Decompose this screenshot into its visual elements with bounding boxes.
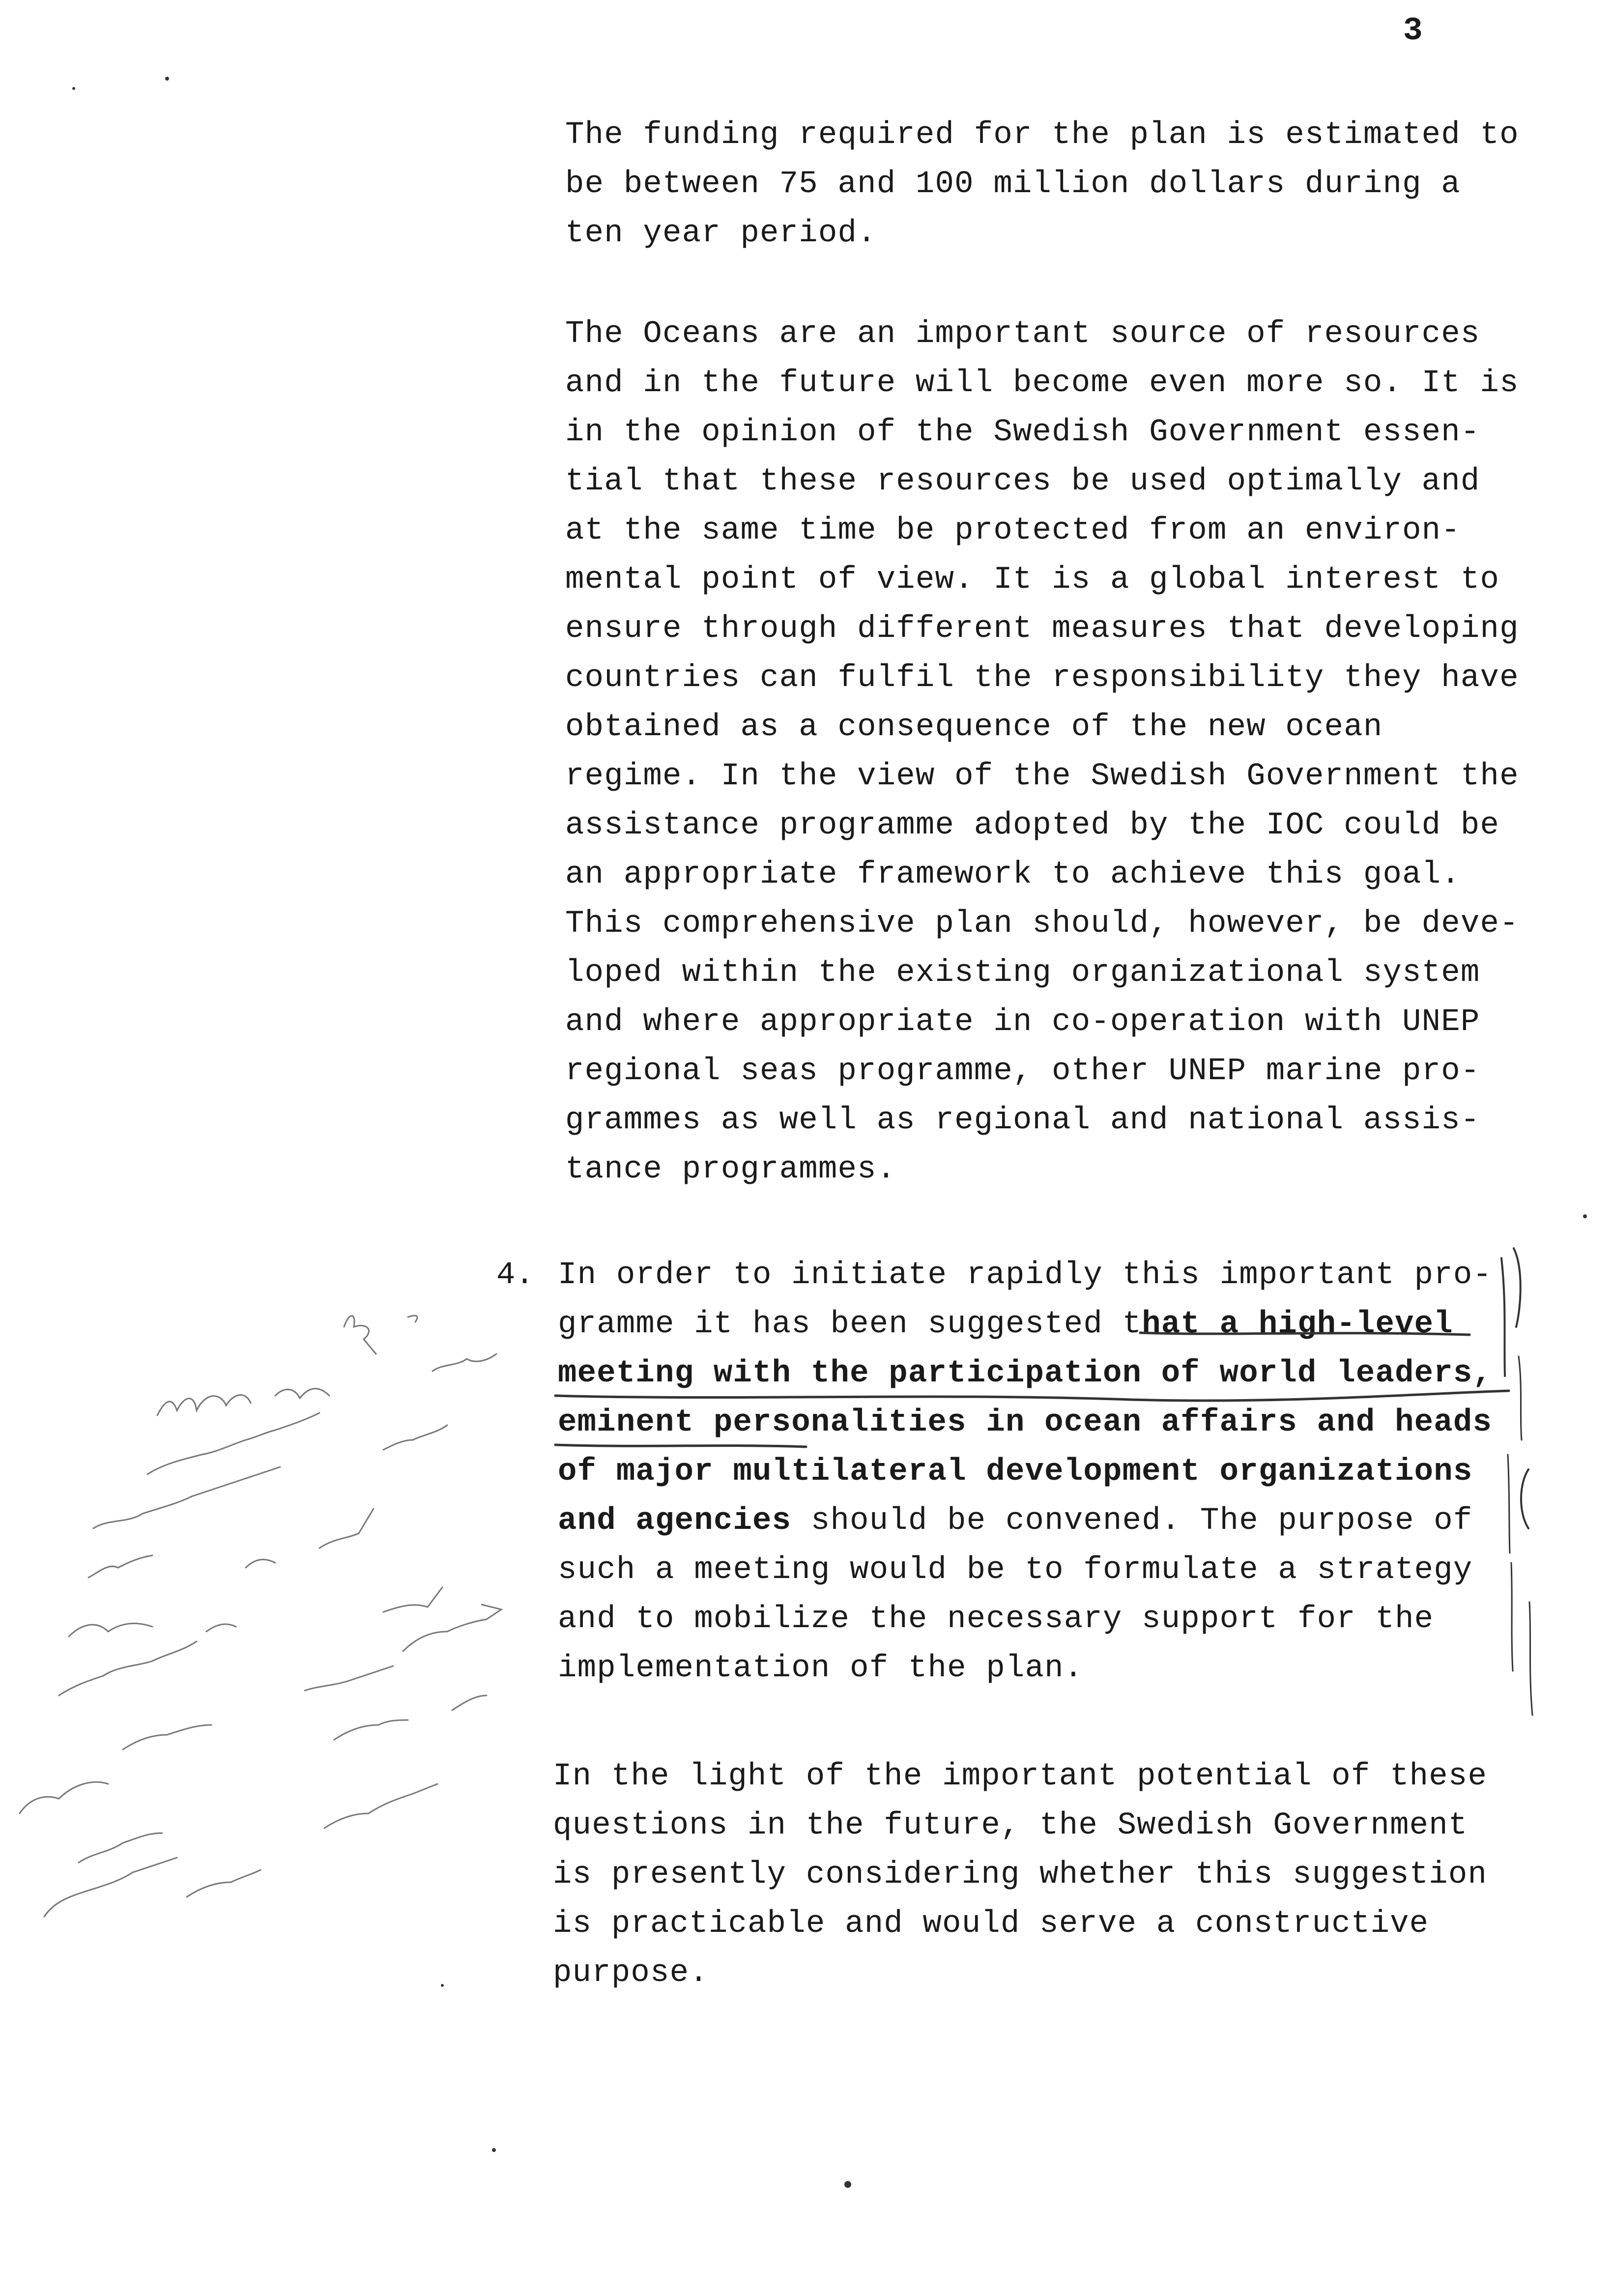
text-line: is practicable and would serve a constructive [553,1906,1429,1942]
text-line: The Oceans are an important source of resources [565,316,1480,352]
margin-bracket [1519,1356,1522,1440]
bold-text-line: meeting with the participation of world leaders, [558,1356,1493,1391]
text-line: in the opinion of the Swedish Government essen- [565,415,1480,450]
text-line: regional seas programme, other UNEP marine pro- [565,1054,1480,1089]
text-line: The funding required for the plan is estimated to [565,117,1519,153]
bold-text-run: and agencies [558,1503,792,1539]
paragraph-oceans [565,310,1519,1194]
paragraph-funding [565,111,1519,258]
margin-bracket [1521,1469,1528,1528]
text-line: such a meeting would be to formulate a strategy [558,1552,1473,1588]
text-line: and to mobilize the necessary support for the [558,1602,1434,1637]
text-line: mental point of view. It is a global interest to [565,562,1500,598]
text-run: should be convened. The purpose of [791,1503,1473,1539]
text-line: and where appropriate in co-operation with UNEP [565,1004,1480,1040]
text-line: assistance programme adopted by the IOC could be [565,808,1500,843]
paragraph-light [553,1752,1487,1998]
text-line: purpose. [553,1955,709,1991]
bold-text-line: of major multilateral development organizations [558,1454,1473,1490]
text-line [558,1398,1492,1447]
margin-bracket [1508,1455,1510,1553]
text-line: tial that these resources be used optimally and [565,464,1480,499]
text-line: In the light of the important potential of these [553,1759,1488,1794]
text-line: ten year period. [565,216,877,251]
paragraph-item-4 [558,1251,1492,1693]
text-run: gramme it has been suggested t [558,1307,1142,1342]
item-number: 4. [496,1258,534,1293]
bold-text-run: eminent personalities [558,1405,967,1440]
bold-text-run: in ocean affairs and heads [966,1405,1493,1440]
text-line: implementation of the plan. [558,1651,1084,1686]
bold-text-run: hat a high-level [1142,1307,1453,1342]
text-line: loped within the existing organizational system [565,955,1480,991]
text-line: an appropriate framework to achieve this goal. [565,857,1461,892]
margin-bracket [1514,1248,1521,1327]
text-line: This comprehensive plan should, however, be deve- [565,906,1519,942]
text-line: grammes as well as regional and national assis- [565,1103,1480,1138]
text-line: In order to initiate rapidly this important pro- [558,1258,1493,1293]
margin-bracket [1511,1563,1513,1671]
margin-bracket [1501,1258,1505,1376]
text-line: ensure through different measures that developing [565,611,1519,647]
text-line: at the same time be protected from an environ- [565,513,1461,548]
text-line: is presently considering whether this suggestion [553,1857,1488,1893]
text-line: and in the future will become even more so. It is [565,366,1519,401]
text-line: be between 75 and 100 million dollars during a [565,167,1461,202]
text-line [558,1300,1492,1349]
margin-bracket [1529,1602,1532,1715]
text-line: obtained as a consequence of the new ocean [565,710,1383,745]
page-number: 3 [1403,12,1423,49]
text-line: regime. In the view of the Swedish Government the [565,759,1519,794]
text-line: questions in the future, the Swedish Government [553,1808,1468,1843]
text-line [558,1496,1492,1546]
text-line: countries can fulfil the responsibility they have [565,660,1519,696]
text-line: tance programmes. [565,1152,896,1187]
